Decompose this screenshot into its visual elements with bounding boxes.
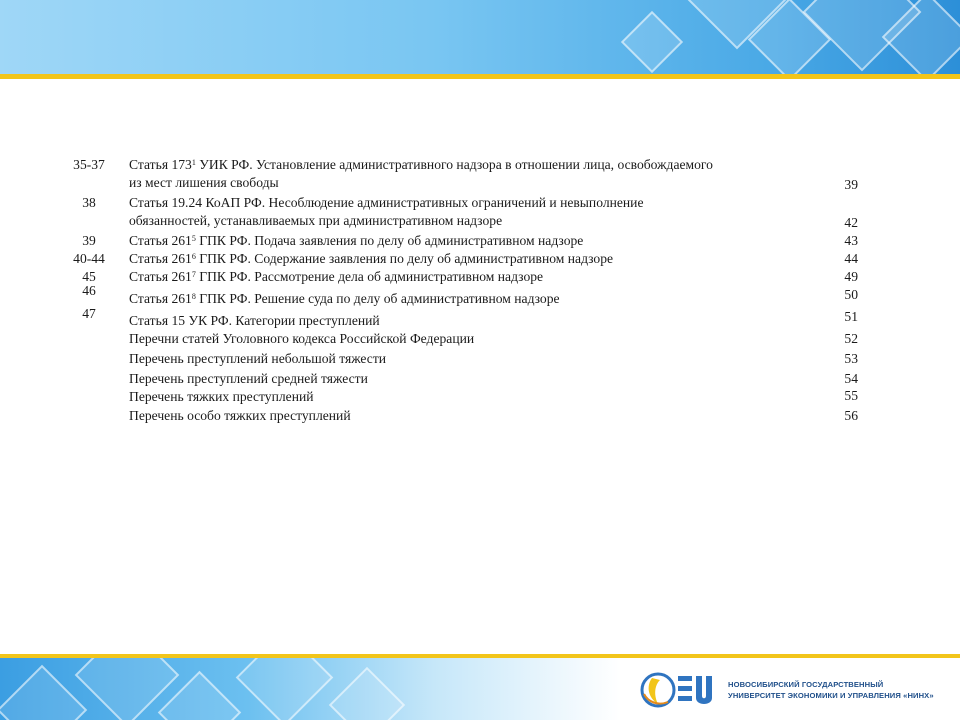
row-title: Статья 19.24 КоАП РФ. Несоблюдение административных ограничений и невыполнение обязанностей, устанавливаемых при административном надзоре xyxy=(129,195,644,228)
contents-row xyxy=(68,330,868,348)
row-title: Перечни статей Уголовного кодекса Российской Федерации xyxy=(129,331,475,346)
row-title: Перечень преступлений небольшой тяжести xyxy=(129,351,387,366)
contents-row xyxy=(68,306,868,330)
row-page: 51 xyxy=(844,309,858,324)
contents-row xyxy=(68,368,868,388)
nsuem-logo-icon xyxy=(638,668,720,712)
row-page: 39 xyxy=(844,177,858,192)
row-title: Статья 15 УК РФ. Категории преступлений xyxy=(129,313,380,328)
contents-row xyxy=(68,348,868,368)
university-logo xyxy=(638,668,948,712)
row-page: 42 xyxy=(844,215,858,230)
row-title: Перечень тяжких преступлений xyxy=(129,389,314,404)
top-accent-line xyxy=(0,74,960,79)
contents-row xyxy=(68,194,868,232)
logo-line-2: УНИВЕРСИТЕТ ЭКОНОМИКИ И УПРАВЛЕНИЯ «НИНХ» xyxy=(728,691,934,700)
contents-row xyxy=(68,232,868,250)
row-title: Статья $261^5$ ГПК РФ. Подача заявления по делу об административном надзоре xyxy=(129,233,584,248)
row-page: 53 xyxy=(844,351,858,366)
logo-text xyxy=(728,679,934,701)
row-page: 44 xyxy=(844,251,858,266)
row-number: 39 xyxy=(82,233,96,248)
row-number: 38 xyxy=(82,195,96,210)
contents-row xyxy=(68,268,868,286)
bottom-pattern xyxy=(0,658,620,720)
row-page: 50 xyxy=(844,287,858,302)
row-page: 52 xyxy=(844,331,858,346)
row-title: Статья $173^1$ УИК РФ. Установление административного надзора в отношении лица, освобождаемого из мест лишения свободы xyxy=(129,157,713,190)
row-number: 47 xyxy=(82,306,96,321)
row-number: 46 xyxy=(82,283,96,298)
row-title: Статья $261^7$ ГПК РФ. Рассмотрение дела об административном надзоре xyxy=(129,269,544,284)
row-page: 43 xyxy=(844,233,858,248)
contents-row xyxy=(68,283,868,310)
contents-row xyxy=(68,250,868,268)
row-title: Статья $261^6$ ГПК РФ. Содержание заявления по делу об административном надзоре xyxy=(129,251,614,266)
contents-table xyxy=(68,156,868,425)
row-page: 54 xyxy=(844,371,858,386)
row-number: 45 xyxy=(82,269,96,284)
row-title: Перечень преступлений средней тяжести xyxy=(129,371,368,386)
row-page: 55 xyxy=(844,388,858,403)
contents-row xyxy=(68,405,868,425)
row-title: Статья $261^8$ ГПК РФ. Решение суда по делу об административном надзоре xyxy=(129,291,560,306)
row-number: 40-44 xyxy=(73,251,105,266)
top-banner xyxy=(0,0,960,74)
contents-row xyxy=(68,388,868,405)
row-page: 56 xyxy=(844,408,858,423)
row-title: Перечень особо тяжких преступлений xyxy=(129,408,351,423)
row-number: 35-37 xyxy=(73,157,105,172)
row-page: 49 xyxy=(844,269,858,284)
contents-row xyxy=(68,156,868,194)
logo-line-1: НОВОСИБИРСКИЙ ГОСУДАРСТВЕННЫЙ xyxy=(728,680,884,689)
